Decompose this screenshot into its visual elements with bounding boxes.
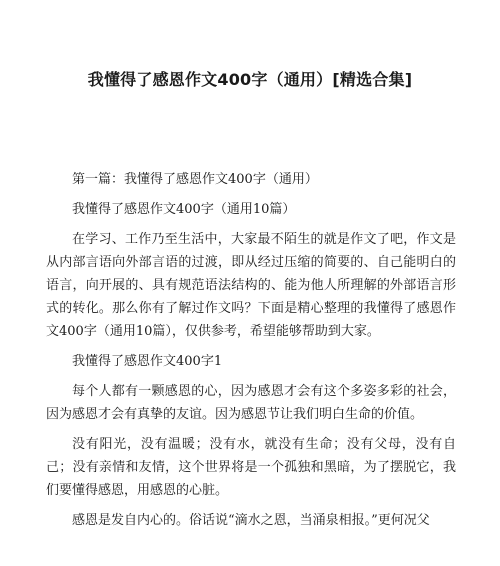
essay-heading: 我懂得了感恩作文400字1 xyxy=(72,354,223,369)
subtitle: 我懂得了感恩作文400字（通用10篇） xyxy=(72,202,296,217)
body-paragraph: 没有阳光，没有温暖；没有水，就没有生命；没有父母，没有自己；没有亲情和友情，这个世界将是一个孤独和黑暗，为了摆脱它，我们要懂得感恩，用感恩的心脏。 xyxy=(46,437,456,498)
section-heading: 第一篇：我懂得了感恩作文400字（通用） xyxy=(72,172,318,187)
document-body xyxy=(46,168,456,539)
body-paragraph: 感恩是发自内心的。俗话说“滴水之恩，当涌泉相报。”更何况父 xyxy=(72,513,430,528)
document-title: 我懂得了感恩作文400字（通用）[精选合集] xyxy=(87,70,413,89)
body-paragraph: 每个人都有一颗感恩的心，因为感恩才会有这个多姿多彩的社会，因为感恩才会有真挚的友谊。因为感恩节让我们明白生命的价值。 xyxy=(46,384,456,422)
intro-paragraph: 在学习、工作乃至生活中，大家最不陌生的就是作文了吧，作文是从内部言语向外部言语的过渡，即从经过压缩的简要的、自己能明白的语言，向开展的、具有规范语法结构的、能为他人所理解的外部语言形式的转化。那么你有了解过作文吗？下面是精心整理的我懂得了感恩作文400字（通用10篇），仅供参考，希望能够帮助到大家。 xyxy=(46,232,456,339)
